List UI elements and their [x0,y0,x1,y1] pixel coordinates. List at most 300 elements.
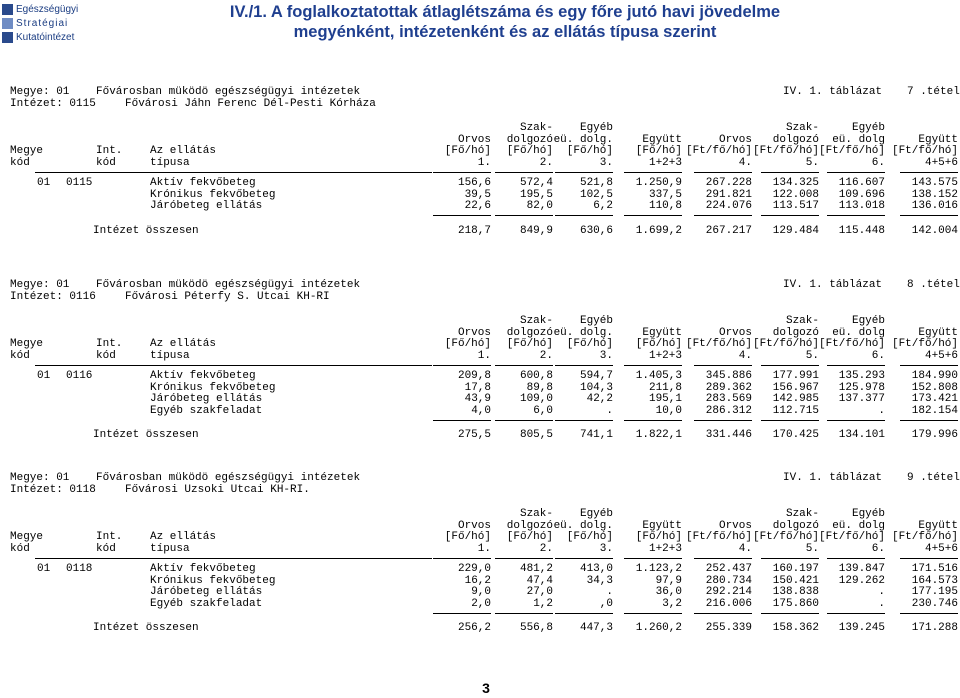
column-header: [Fő/hó] [566,338,613,351]
care-type: Járóbeteg ellátás [150,200,263,213]
column-header: 4+5+6 [924,350,958,363]
column-header: 1+2+3 [648,543,682,556]
megye-name: Fővárosban müködö egészségügyi intézetek [96,472,361,484]
table-cell: 252.437 [705,562,752,575]
table-cell: 230.746 [911,597,958,610]
rule-line [761,420,819,421]
column-header: [Ft/fő/hó] [685,531,752,544]
table-cell: 291.821 [705,188,752,201]
column-header: Megye [10,531,44,544]
care-type: Krónikus fekvőbeteg [150,574,276,587]
table-cell: 3,2 [662,597,682,610]
column-header: [Ft/fő/hó] [685,338,752,351]
table-cell: 36,0 [655,586,682,599]
table-cell: 337,5 [648,188,682,201]
intezet-name: Fővárosi Jáhn Ferenc Dél-Pesti Kórháza [125,97,376,110]
total-cell: 134.101 [838,429,885,442]
column-header: 3. [599,157,613,170]
total-cell: 849,9 [519,224,553,237]
column-header: [Ft/fő/hó] [891,338,958,351]
column-header: Orvos [718,519,752,532]
column-header: 6. [871,350,885,363]
care-type: Járóbeteg ellátás [150,393,263,406]
table-cell: 216.006 [705,597,752,610]
table-cell: 152.808 [911,381,958,394]
total-label: Intézet összesen [93,224,199,237]
table-cell: 89,8 [526,381,553,394]
column-header: 5. [805,350,819,363]
table-cell: 143.575 [911,176,958,189]
intezet-name: Fővárosi Péterfy S. Utcai KH-RI [125,290,330,303]
table-cell: 164.573 [911,574,958,587]
column-header: [Fő/hó] [635,145,682,158]
column-header: [Ft/fő/hó] [818,531,885,544]
intezet-label: Intézet: 0116 [10,290,96,303]
column-header: 3. [599,543,613,556]
rule-line [433,172,491,173]
column-header: Szak- [519,315,553,327]
table-cell: 110,8 [648,200,682,213]
megye-name: Fővárosban müködö egészségügyi intézetek [96,279,361,291]
column-header: típusa [150,350,190,363]
column-header: 5. [805,543,819,556]
column-header: [Ft/fő/hó] [685,145,752,158]
total-cell: 170.425 [772,429,819,442]
rule-line [827,613,885,614]
table-cell: 184.990 [911,369,958,382]
column-header: Egyéb [851,508,885,520]
tetel-label: 7 .tétel [907,86,960,98]
total-cell: 1.822,1 [635,429,682,442]
column-header: dolgozó [772,133,819,146]
table-cell: 267.228 [705,176,752,189]
column-header: [Fő/hó] [635,338,682,351]
rule-line [555,215,613,216]
table-cell: 211,8 [648,381,682,394]
column-header: 1. [477,543,491,556]
table-cell: 345.886 [705,369,752,382]
table-cell: 521,8 [579,176,613,189]
table-cell: 139.847 [838,562,885,575]
rule-line [555,558,613,559]
column-header: Int. [96,531,123,544]
rule-line [900,365,958,366]
table-cell: 283.569 [705,393,752,406]
column-header: [Ft/fő/hó] [818,145,885,158]
table-cell: 413,0 [579,562,613,575]
table-cell: 116.607 [838,176,885,189]
intezet-code: 0116 [66,369,93,382]
column-header: Szak- [519,122,553,134]
megye-label: Megye: 01 [10,279,70,291]
rule-line [761,558,819,559]
rule-line [35,558,432,559]
intezet-label: Intézet: 0115 [10,97,96,110]
column-header: [Ft/fő/hó] [752,338,819,351]
rule-line [761,365,819,366]
title-line: IV./1. A foglalkoztatottak átlaglétszáma és egy főre jutó havi jövedelme [229,3,781,21]
rule-line [624,365,682,366]
table-cell: 156.967 [772,381,819,394]
table-cell: 34,3 [586,574,613,587]
table-cell: 112.715 [772,404,819,417]
intezet-name: Fővárosi Uzsoki Utcai KH-RI. [125,483,310,496]
column-header: [Fő/hó] [506,338,553,351]
logo-row [2,2,90,16]
column-header: Szak- [785,122,819,134]
column-header: [Ft/fő/hó] [891,145,958,158]
column-header: eü. dolg [832,326,885,339]
total-cell: 179.996 [911,429,958,442]
table-cell: 177.195 [911,586,958,599]
megye-label: Megye: 01 [10,86,70,98]
column-header: dolgozó [506,133,553,146]
table-cell: 173.421 [911,393,958,406]
column-header: Orvos [457,133,491,146]
column-header: Orvos [457,326,491,339]
column-header: Az ellátás [150,338,217,351]
total-cell: 171.288 [911,622,958,635]
column-header: Együtt [918,326,958,339]
table-cell: 156,6 [457,176,491,189]
column-header: [Ft/fő/hó] [752,531,819,544]
total-cell: 255.339 [705,622,752,635]
table-cell: 1.123,2 [635,562,682,575]
table-cell: 171.516 [911,562,958,575]
care-type: Aktív fekvőbeteg [150,176,256,189]
table-cell: 481,2 [519,562,553,575]
column-header: 4. [738,543,752,556]
column-header: 1+2+3 [648,350,682,363]
table-cell: 27,0 [526,586,553,599]
column-header: 1+2+3 [648,157,682,170]
rule-line [900,172,958,173]
table-cell: 97,9 [655,574,682,587]
column-header: [Fő/hó] [635,531,682,544]
total-cell: 142.004 [911,224,958,237]
rule-line [624,558,682,559]
column-header: kód [96,350,116,363]
rule-line [555,613,613,614]
rule-line [694,420,752,421]
column-header: 2. [539,543,553,556]
total-cell: 741,1 [579,429,613,442]
table-cell: 1.250,9 [635,176,682,189]
column-header: Szak- [519,508,553,520]
table-cell: 280.734 [705,574,752,587]
table-cell: 22,6 [464,200,491,213]
intezet-code: 0115 [66,176,93,189]
column-header: [Ft/fő/hó] [891,531,958,544]
table-cell: 195,5 [519,188,553,201]
institute-logo [2,2,90,44]
column-header: 4+5+6 [924,543,958,556]
table-cell: 195,1 [648,393,682,406]
column-header: [Fő/hó] [444,338,491,351]
table-cell: 224.076 [705,200,752,213]
care-type: Egyéb szakfeladat [150,597,263,610]
column-header: 4. [738,157,752,170]
total-cell: 1.699,2 [635,224,682,237]
column-header: [Fő/hó] [506,531,553,544]
column-header: eü. dolg. [553,519,613,532]
rule-line [694,558,752,559]
rule-line [495,215,553,216]
column-header: [Fő/hó] [566,145,613,158]
table-reference: IV. 1. táblázat [783,472,883,484]
table-cell: . [878,586,885,599]
column-header: dolgozó [772,519,819,532]
total-cell: 139.245 [838,622,885,635]
title-line: megyénként, intézetenként és az ellátás típusa szerint [293,23,717,41]
rule-line [761,613,819,614]
table-cell: 138.838 [772,586,819,599]
rule-line [694,365,752,366]
column-header: Megye [10,338,44,351]
table-cell: 109,0 [519,393,553,406]
megye-label: Megye: 01 [10,472,70,484]
column-header: eü. dolg. [553,326,613,339]
rule-line [433,558,491,559]
rule-line [433,215,491,216]
table-cell: 16,2 [464,574,491,587]
table-cell: . [606,404,613,417]
total-cell: 158.362 [772,622,819,635]
intezet-code: 0118 [66,562,93,575]
column-header: Egyéb [579,315,613,327]
table-cell: 150.421 [772,574,819,587]
column-header: 2. [539,157,553,170]
rule-line [624,215,682,216]
table-cell: 109.696 [838,188,885,201]
care-type: Egyéb szakfeladat [150,404,263,417]
logo-text-line: Stratégiai [16,17,69,29]
megye-code: 01 [37,176,51,189]
care-type: Járóbeteg ellátás [150,586,263,599]
table-cell: 1.405,3 [635,369,682,382]
care-type: Aktív fekvőbeteg [150,369,256,382]
table-cell: 43,9 [464,393,491,406]
rule-line [433,613,491,614]
rule-line [495,172,553,173]
column-header: Az ellátás [150,531,217,544]
table-cell: 129.262 [838,574,885,587]
column-header: Együtt [918,519,958,532]
table-cell: 6,0 [533,404,553,417]
total-cell: 805,5 [519,429,553,442]
rule-line [35,365,432,366]
table-cell: 42,2 [586,393,613,406]
column-header: Orvos [718,133,752,146]
table-cell: 10,0 [655,404,682,417]
table-cell: 182.154 [911,404,958,417]
column-header: dolgozó [506,326,553,339]
column-header: Int. [96,338,123,351]
column-header: Egyéb [851,122,885,134]
column-header: Megye [10,145,44,158]
column-header: Az ellátás [150,145,217,158]
rule-line [694,172,752,173]
total-cell: 447,3 [579,622,613,635]
column-header: 6. [871,157,885,170]
rule-line [827,420,885,421]
rule-line [900,215,958,216]
total-cell: 275,5 [457,429,491,442]
megye-code: 01 [37,369,51,382]
table-cell: 9,0 [471,586,491,599]
table-cell: . [606,586,613,599]
table-cell: 209,8 [457,369,491,382]
column-header: eü. dolg [832,519,885,532]
logo-square-icon [2,4,13,15]
column-header: [Fő/hó] [444,531,491,544]
column-header: Egyéb [851,315,885,327]
rule-line [495,558,553,559]
table-cell: 39,5 [464,188,491,201]
rule-line [694,613,752,614]
rule-line [694,215,752,216]
column-header: Szak- [785,315,819,327]
column-header: 1. [477,350,491,363]
logo-row [2,16,90,30]
rule-line [900,613,958,614]
rule-line [624,613,682,614]
column-header: kód [96,157,116,170]
table-reference: IV. 1. táblázat [783,279,883,291]
rule-line [827,558,885,559]
column-header: 4. [738,350,752,363]
rule-line [495,420,553,421]
column-header: Egyéb [579,122,613,134]
table-cell: 4,0 [471,404,491,417]
column-header: 6. [871,543,885,556]
column-header: kód [96,543,116,556]
rule-line [555,365,613,366]
column-header: Együtt [642,326,682,339]
table-cell: 136.016 [911,200,958,213]
rule-line [827,215,885,216]
rule-line [555,172,613,173]
column-header: [Fő/hó] [444,145,491,158]
logo-text-line: Kutatóintézet [16,31,75,43]
table-cell: 177.991 [772,369,819,382]
column-header: dolgozó [506,519,553,532]
rule-line [495,613,553,614]
column-header: Együtt [918,133,958,146]
column-header: [Fő/hó] [506,145,553,158]
table-cell: 289.362 [705,381,752,394]
column-header: eü. dolg [832,133,885,146]
column-header: 1. [477,157,491,170]
table-cell: 135.293 [838,369,885,382]
column-header: kód [10,543,30,556]
rule-line [827,172,885,173]
column-header: 2. [539,350,553,363]
logo-square-icon [2,32,13,43]
rule-line [624,420,682,421]
rule-line [761,215,819,216]
table-cell: 160.197 [772,562,819,575]
table-cell: 102,5 [579,188,613,201]
rule-line [900,558,958,559]
table-cell: 292.214 [705,586,752,599]
column-header: dolgozó [772,326,819,339]
table-cell: 47,4 [526,574,553,587]
total-cell: 331.446 [705,429,752,442]
page-title [140,2,870,42]
table-cell: 229,0 [457,562,491,575]
column-header: Int. [96,145,123,158]
table-cell: 82,0 [526,200,553,213]
table-cell: 142.985 [772,393,819,406]
table-cell: 175.860 [772,597,819,610]
table-cell: 6,2 [593,200,613,213]
total-cell: 115.448 [838,224,885,237]
column-header: Szak- [785,508,819,520]
table-cell: 600,8 [519,369,553,382]
column-header: [Ft/fő/hó] [752,145,819,158]
page-number: 3 [482,680,490,696]
table-cell: 113.517 [772,200,819,213]
table-cell: . [878,404,885,417]
total-label: Intézet összesen [93,622,199,635]
care-type: Krónikus fekvőbeteg [150,188,276,201]
care-type: Krónikus fekvőbeteg [150,381,276,394]
column-header: 5. [805,157,819,170]
column-header: Együtt [642,133,682,146]
rule-line [624,172,682,173]
table-cell: 134.325 [772,176,819,189]
logo-square-icon [2,18,13,29]
rule-line [827,365,885,366]
total-cell: 630,6 [579,224,613,237]
table-cell: 137.377 [838,393,885,406]
table-cell: 286.312 [705,404,752,417]
rule-line [761,172,819,173]
column-header: Orvos [718,326,752,339]
column-header: típusa [150,543,190,556]
total-label: Intézet összesen [93,429,199,442]
rule-line [555,420,613,421]
rule-line [433,365,491,366]
rule-line [433,420,491,421]
column-header: 3. [599,350,613,363]
table-reference: IV. 1. táblázat [783,86,883,98]
total-cell: 129.484 [772,224,819,237]
column-header: kód [10,157,30,170]
column-header: eü. dolg. [553,133,613,146]
column-header: Orvos [457,519,491,532]
megye-name: Fővárosban müködö egészségügyi intézetek [96,86,361,98]
column-header: [Ft/fő/hó] [818,338,885,351]
total-cell: 1.260,2 [635,622,682,635]
column-header: Egyéb [579,508,613,520]
tetel-label: 9 .tétel [907,472,960,484]
column-header: [Fő/hó] [566,531,613,544]
table-cell: 104,3 [579,381,613,394]
column-header: Együtt [642,519,682,532]
table-cell: 138.152 [911,188,958,201]
column-header: 4+5+6 [924,157,958,170]
total-cell: 556,8 [519,622,553,635]
rule-line [495,365,553,366]
total-cell: 218,7 [457,224,491,237]
total-cell: 256,2 [457,622,491,635]
logo-row [2,30,90,44]
table-cell: 1,2 [533,597,553,610]
column-header: kód [10,350,30,363]
table-cell: 17,8 [464,381,491,394]
